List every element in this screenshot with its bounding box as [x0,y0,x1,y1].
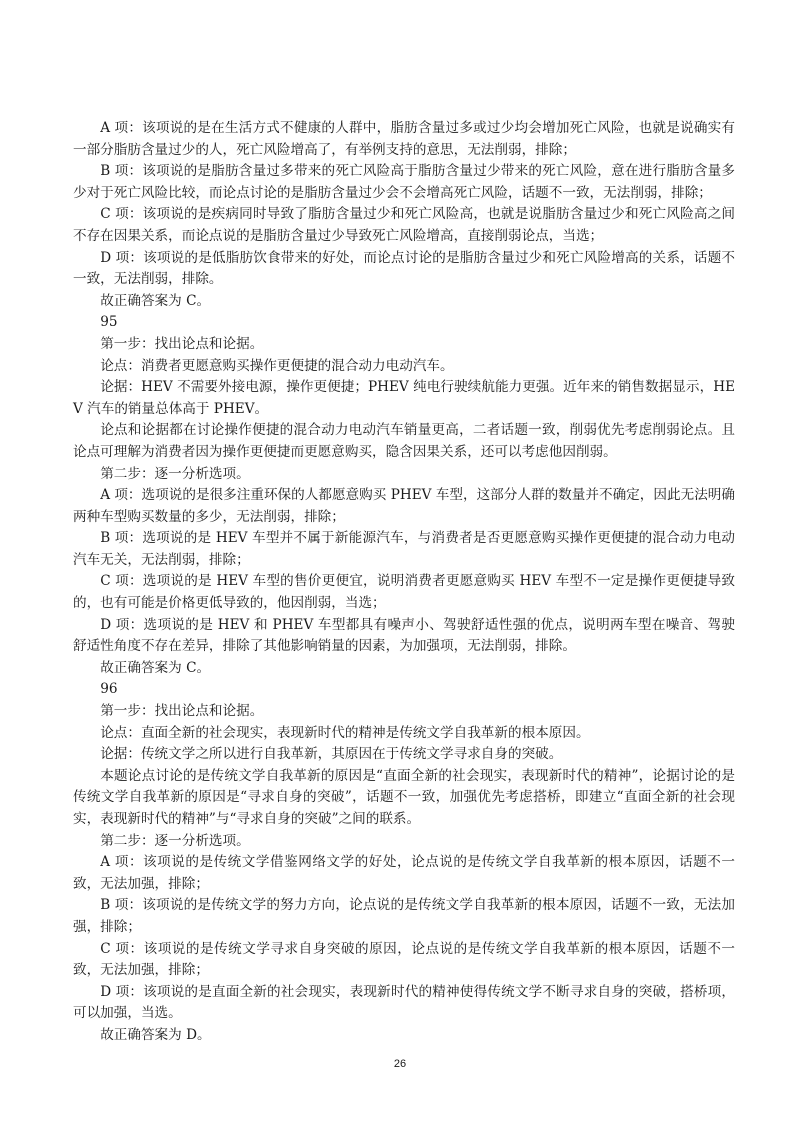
document-body [73,118,735,1047]
paragraph: D 项：选项说的是 HEV 和 PHEV 车型都具有噪声小、驾驶舒适性强的优点，说明两车型在噪音、驾驶舒适性角度不存在差异，排除了其他影响销量的因素，为加强项，无法削弱，排除。 [73,616,735,655]
paragraph: B 项：选项说的是 HEV 车型并不属于新能源汽车，与消费者是否更愿意购买操作更便捷的混合动力电动汽车无关，无法削弱，排除； [73,530,735,568]
question-number: 95 [100,314,118,331]
paragraph: C 项：该项说的是传统文学寻求自身突破的原因，论点说的是传统文学自我革新的根本原因，话题不一致，无法加强，排除； [73,940,736,979]
paragraph: 论据：传统文学之所以进行自我革新，其原因在于传统文学寻求自身的突破。 [100,746,563,763]
paragraph: 论点：消费者更愿意购买操作更便捷的混合动力电动汽车。 [100,357,454,374]
question-number: 96 [100,681,118,698]
answer-line: 故正确答案为 C。 [100,292,211,309]
paragraph: 论点和论据都在讨论操作便捷的混合动力电动汽车销量更高，二者话题一致，削弱优先考虑削弱论点。且论点可理解为消费者因为操作更便捷而更愿意购买，隐含因果关系，还可以考虑他因削弱。 [73,422,735,460]
paragraph: A 项：该项说的是传统文学借鉴网络文学的好处，论点说的是传统文学自我革新的根本原因，话题不一致，无法加强，排除； [73,854,735,892]
paragraph: B 项：该项说的是传统文学的努力方向，论点说的是传统文学自我革新的根本原因，话题不一致，无法加强，排除； [73,897,735,935]
step-heading: 第一步：找出论点和论据。 [100,335,264,352]
paragraph: D 项：该项说的是直面全新的社会现实，表现新时代的精神使得传统文学不断寻求自身的突破，搭桥项，可以加强，当选。 [73,983,735,1022]
step-heading: 第二步：逐一分析选项。 [100,832,250,849]
paragraph: C 项：选项说的是 HEV 车型的售价更便宜，说明消费者更愿意购买 HEV 车型不一定是操作更便捷导致的，也有可能是价格更低导致的，他因削弱，当选； [73,573,735,612]
paragraph: B 项：该项说的是脂肪含量过多带来的死亡风险高于脂肪含量过少带来的死亡风险，意在进行脂肪含量多少对于死亡风险比较，而论点讨论的是脂肪含量过少会不会增高死亡风险，话题不一致，无法削弱，排除； [73,163,735,201]
paragraph: C 项：该项说的是疾病同时导致了脂肪含量过少和死亡风险高，也就是说脂肪含量过少和死亡风险高之间不存在因果关系，而论点说的是脂肪含量过少导致死亡风险增高，直接削弱论点，当选； [73,206,735,244]
paragraph: 论点：直面全新的社会现实，表现新时代的精神是传统文学自我革新的根本原因。 [100,724,590,741]
paragraph: A 项：选项说的是很多注重环保的人都愿意购买 PHEV 车型，这部分人群的数量并不确定，因此无法明确两种车型购买数量的多少，无法削弱，排除； [73,487,735,525]
paragraph: 论据：HEV 不需要外接电源，操作更便捷；PHEV 纯电行驶续航能力更强。近年来的销售数据显示，HEV 汽车的销量总体高于 PHEV。 [73,379,735,417]
answer-line: 故正确答案为 C。 [100,659,211,676]
answer-line: 故正确答案为 D。 [100,1026,211,1043]
paragraph: A 项：该项说的是在生活方式不健康的人群中，脂肪含量过多或过少均会增加死亡风险，也就是说确实有一部分脂肪含量过少的人，死亡风险增高了，有举例支持的意思，无法削弱，排除； [73,120,735,158]
step-heading: 第二步：逐一分析选项。 [100,465,250,482]
page-number: 26 [393,1058,407,1070]
paragraph: 本题论点讨论的是传统文学自我革新的原因是“直面全新的社会现实，表现新时代的精神”，论据讨论的是传统文学自我革新的原因是“寻求自身的突破”，话题不一致，加强优先考虑搭桥，即建立“直面全新的社会现实，表现新时代的精神”与“寻求自身的突破”之间的联系。 [73,767,735,827]
step-heading: 第一步：找出论点和论据。 [100,703,264,720]
paragraph: D 项：该项说的是低脂肪饮食带来的好处，而论点讨论的是脂肪含量过少和死亡风险增高的关系，话题不一致，无法削弱，排除。 [73,249,735,288]
